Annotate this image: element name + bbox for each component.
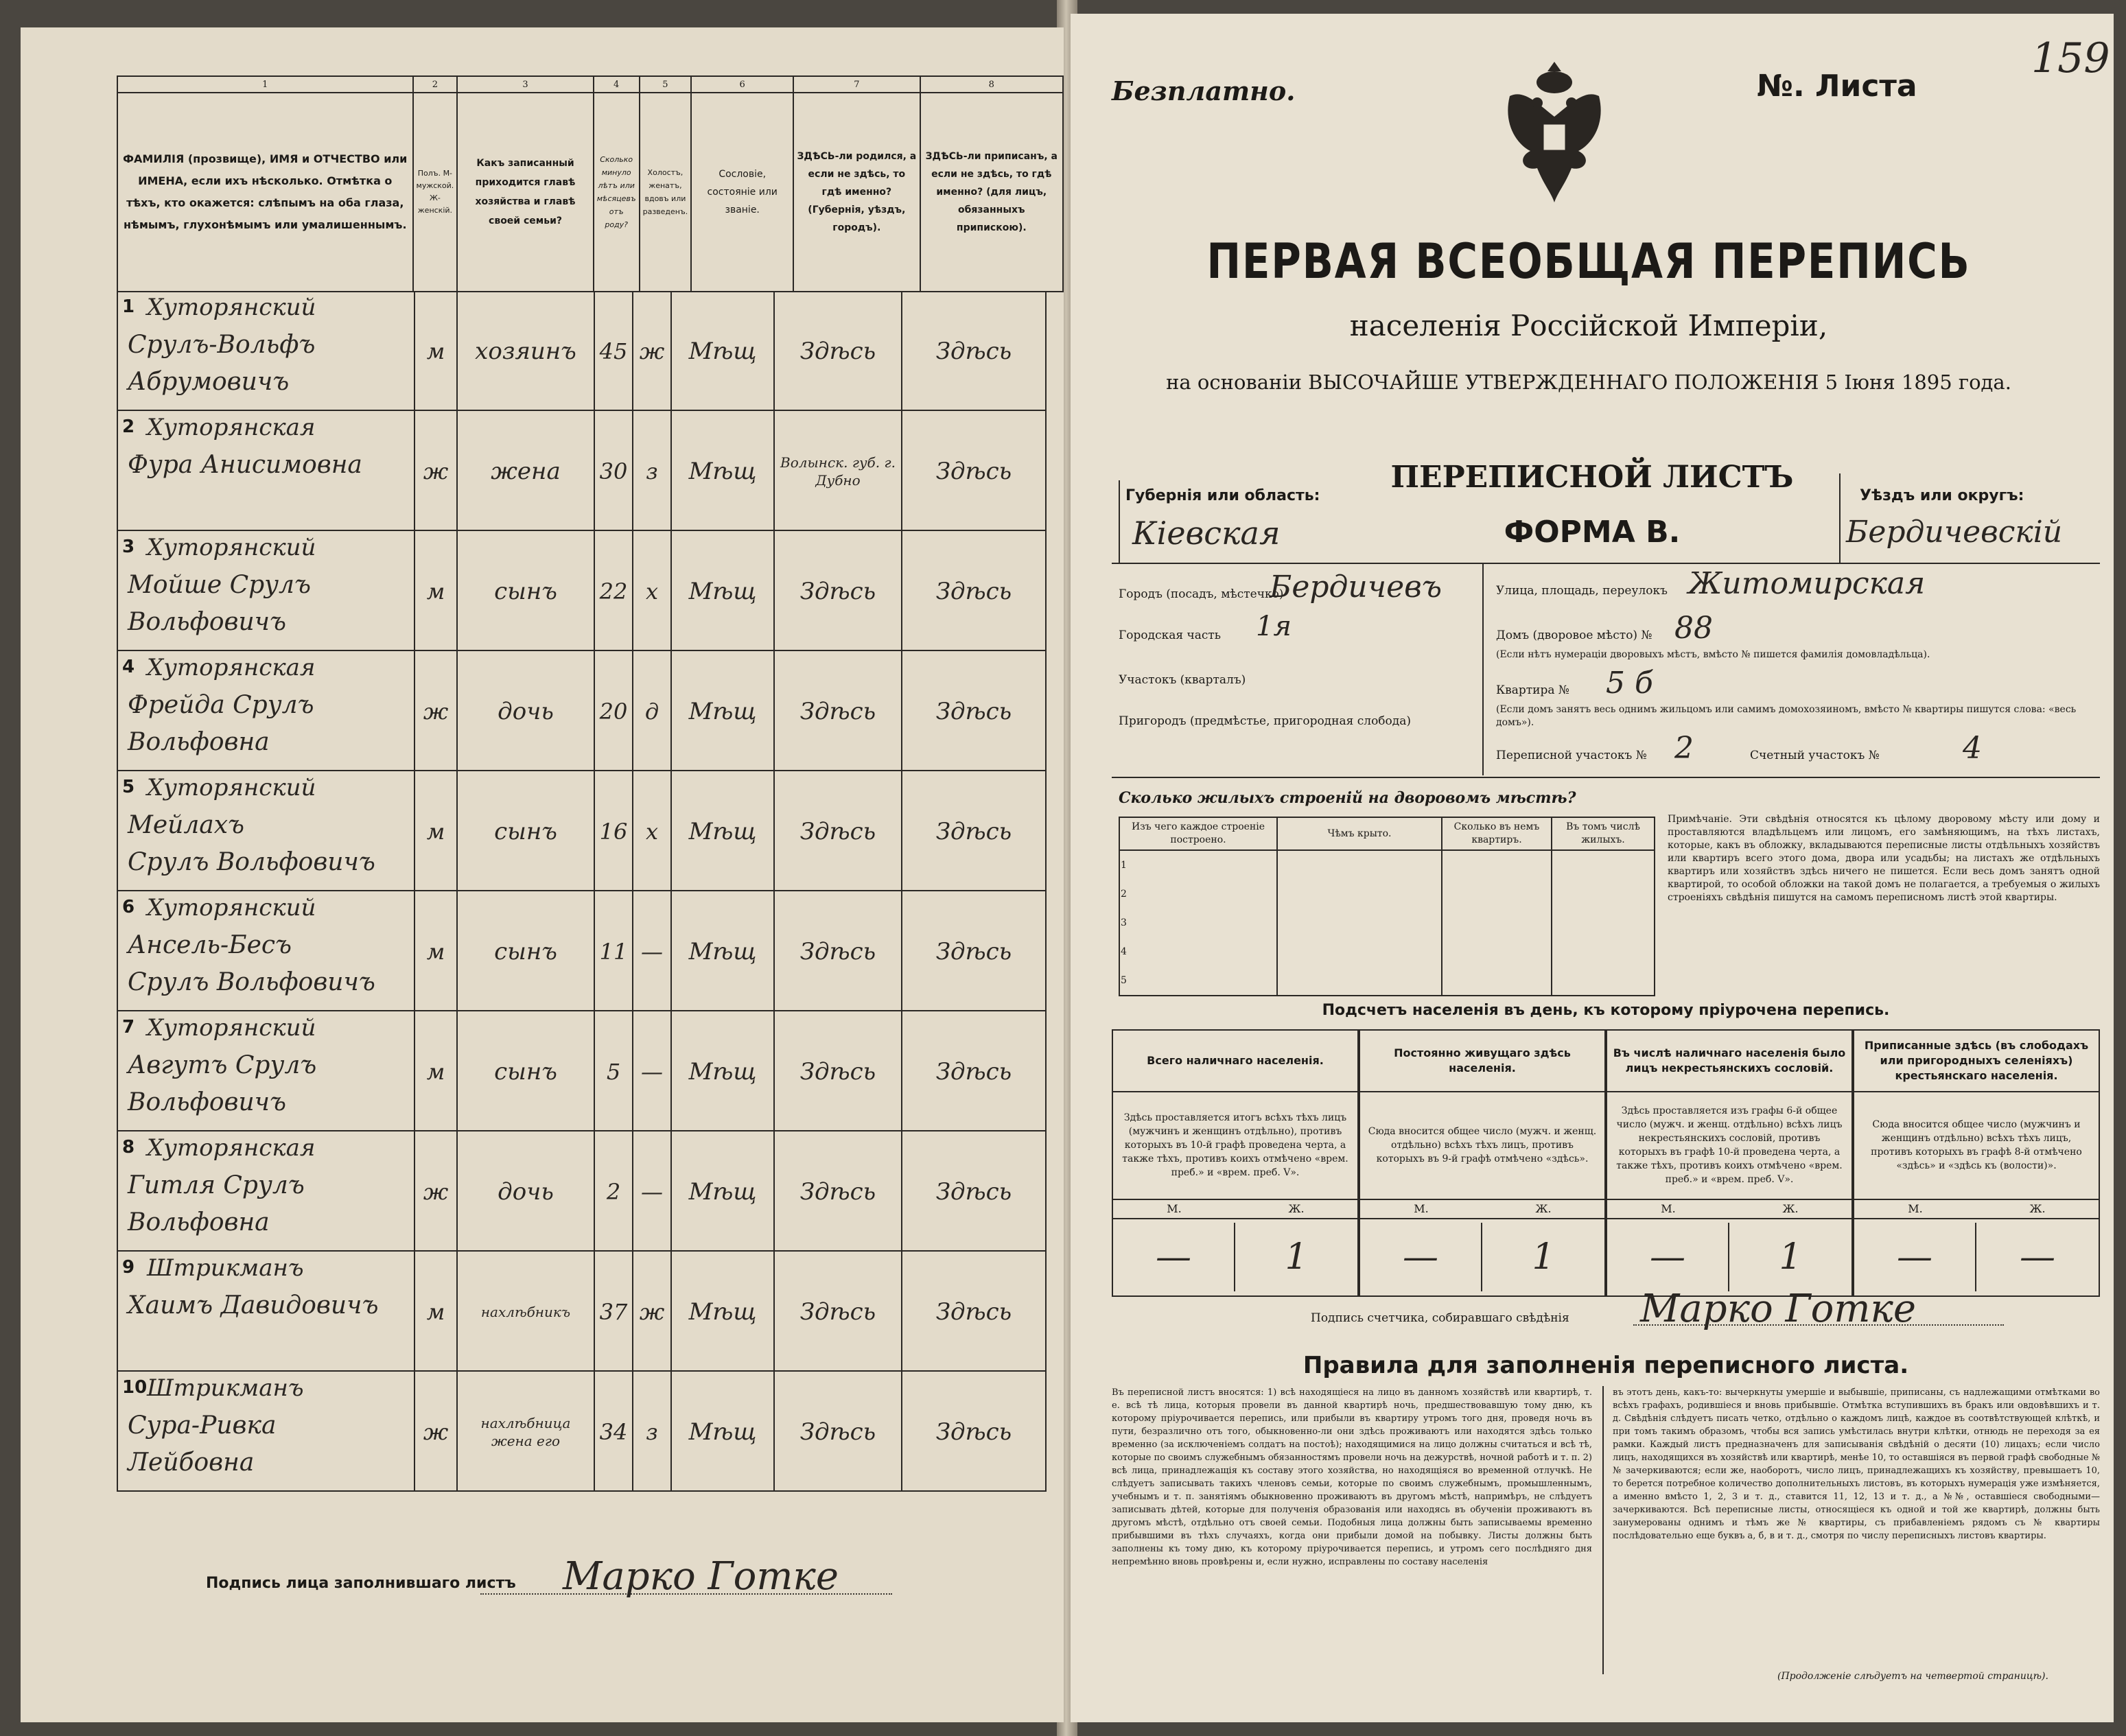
relation-cell: сынъ [458,1011,595,1131]
row-number: 6 [122,897,135,917]
name-line: Фрейда Срулъ [128,691,314,719]
count-column-header: Приписанные здѣсь (въ слободахъ или пригородныхъ селеніяхъ) крестьянскаго населенія. [1854,1031,2099,1092]
buildings-question: Сколько жилыхъ строеній на дворовомъ мѣстѣ? [1119,789,1576,807]
form-letter: ФОРМА В. [1504,515,1681,550]
sex-cell: м [415,771,458,891]
free-label: Безплатно. [1112,75,1296,106]
name-cell [117,1011,415,1131]
registration-cell: Здѣсь [902,1372,1047,1492]
name-line: Хуторянский [147,774,316,801]
marital-cell: — [633,1131,672,1252]
header-relation: Какъ записанный приходится главѣ хозяйства и главѣ своей семьи? [457,93,593,292]
name-line: Срулъ Вольфовичъ [128,968,375,996]
name-line: Хуторянский [147,534,316,561]
name-line: Ансель-Бесъ [128,931,292,959]
name-cell [117,411,415,531]
name-line: Сура-Ривка [128,1411,277,1440]
sex-cell: ж [415,1372,458,1492]
right-page [1071,14,2114,1722]
buildings-header-roof: Чѣмъ крыто. [1277,817,1442,850]
census-area-label: Переписной участокъ № [1496,749,1647,762]
col-num: 5 [640,76,692,93]
relation-cell: сынъ [458,771,595,891]
census-subtitle: населенія Россійской Имперіи, [1349,309,1828,342]
marital-cell: х [633,531,672,651]
marital-cell: д [633,651,672,771]
male-count: — [1113,1223,1235,1291]
header-age: Сколько минуло лѣтъ или мѣсяцевъ отъ роду? [594,93,640,292]
class-cell: Мѣщ [672,1252,775,1372]
female-count: 1 [1285,1236,1308,1278]
count-area-label: Счетный участокъ № [1750,749,1880,762]
row-number: 1 [122,296,135,317]
class-cell: Мѣщ [672,1011,775,1131]
marital-cell: — [633,891,672,1011]
class-cell: Мѣщ [672,651,775,771]
female-count: 1 [1779,1236,1802,1278]
count-column-header: Всего наличнаго населенія. [1113,1031,1357,1092]
name-cell [117,771,415,891]
header-birthplace: ЗДѢСЬ-ли родился, а если не здѣсь, то гдѣ именно? (Губернія, уѣздъ, городъ). [793,93,920,292]
buildings-row-num: 5 [1119,966,1277,996]
class-cell: Мѣщ [672,411,775,531]
marital-cell: х [633,771,672,891]
class-cell: Мѣщ [672,531,775,651]
header-sex: Полъ. М-мужской. Ж-женскій. [413,93,458,292]
uchastok-label: Участокъ (кварталъ) [1119,673,1246,687]
table-row [117,771,1047,891]
relation-cell: дочь [458,651,595,771]
census-basis: на основаніи ВЫСОЧАЙШЕ УТВЕРЖДЕННАГО ПОЛОЖЕНІЯ 5 Іюня 1895 года. [1166,371,2011,394]
registration-cell: Здѣсь [902,891,1047,1011]
name-line: Лейбовна [128,1448,255,1477]
header-registration: ЗДѢСЬ-ли приписанъ, а если не здѣсь, то гдѣ именно? (для лицъ, обязанныхъ припискою). [920,93,1063,292]
name-line: Хуторянская [147,654,316,681]
table-row [117,291,1047,411]
gubernia-label: Губернія или область: [1125,487,1320,504]
name-line: Хуторянский [147,894,316,922]
row-number: 10 [122,1377,148,1398]
count-column [1112,1029,1359,1297]
class-cell: Мѣщ [672,1372,775,1492]
head-signature: Марко Готке [563,1554,839,1599]
count-column-body: Здѣсь проставляется итогъ всѣхъ тѣхъ лицъ (мужчинъ и женщинъ отдѣльно), противъ которыхъ въ 10-й графѣ проведена черта, а также тѣхъ, противъ коихъ отмѣчено «врем. преб.» и «врем. преб. V». [1122,1112,1348,1178]
relation-cell: нахлѣбникъ [458,1252,595,1372]
birthplace-cell: Здѣсь [775,771,902,891]
buildings-note: Примѣчаніе. Эти свѣдѣнія относятся къ цѣлому дворовому мѣсту или дому и проставляются владѣльцемъ или лицомъ, его замѣняющимъ, на тѣхъ листахъ, которые, какъ въ обложку, вкладываются переписные листы отдѣльныхъ хозяйствъ или квартиръ всего этого дома, двора или усадьбы; на листахъ же отдѣльныхъ квартиръ или хозяйствъ здѣсь ничего не пишется. Если весь домъ занятъ одной квартирой, то особой обложки на такой домъ не полагается, а требуемыя о жилыхъ строеніяхъ свѣдѣнія пишутся на самомъ переписномъ листѣ этой квартиры. [1668,814,2100,903]
buildings-header-material: Изъ чего каждое строеніе построено. [1119,817,1277,850]
count-sex-header [1607,1199,1852,1219]
male-label: М. [1414,1202,1429,1215]
name-line: Хуторянская [147,414,316,441]
class-cell: Мѣщ [672,291,775,411]
male-label: М. [1167,1202,1182,1215]
col-num: 3 [457,76,593,93]
class-cell: Мѣщ [672,1131,775,1252]
sex-cell: м [415,1252,458,1372]
name-cell [117,891,415,1011]
col-num: 6 [691,76,793,93]
marital-cell: — [633,1011,672,1131]
registration-cell: Здѣсь [902,651,1047,771]
row-number: 5 [122,777,135,797]
male-count: — [1607,1223,1729,1291]
table-row [117,651,1047,771]
header-marital: Холостъ, женатъ, вдовъ или разведенъ. [640,93,692,292]
buildings-row-num: 3 [1119,908,1277,937]
name-line: Вольфовичъ [128,608,287,636]
buildings-header-residential: Въ томъ числѣ жилыхъ. [1552,817,1655,850]
registration-cell: Здѣсь [902,1131,1047,1252]
sex-cell: ж [415,1131,458,1252]
name-cell [117,531,415,651]
row-number: 3 [122,537,135,557]
birthplace-cell: Здѣсь [775,891,902,1011]
table-row [117,1131,1047,1252]
row-number: 4 [122,657,135,677]
age-cell: 45 [595,291,633,411]
name-line: Хуторянский [147,294,316,321]
census-title: ПЕРВАЯ ВСЕОБЩАЯ ПЕРЕПИСЬ [1206,233,1971,290]
city-label: Городъ (посадъ, мѣстечко) [1119,587,1284,601]
buildings-row-num: 1 [1119,850,1277,880]
form-title: ПЕРЕПИСНОЙ ЛИСТЪ [1390,460,1794,495]
name-line: Фура Анисимовна [128,451,362,479]
row-number: 2 [122,417,135,437]
buildings-table [1119,817,1655,996]
registration-cell: Здѣсь [902,531,1047,651]
table-row [117,891,1047,1011]
age-cell: 20 [595,651,633,771]
counter-signature: Марко Готке [1640,1287,1917,1331]
female-count: — [2020,1236,2055,1278]
relation-cell: сынъ [458,891,595,1011]
sex-cell: м [415,891,458,1011]
count-column-body: Здѣсь проставляется изъ графы 6-й общее число (мужч. и женщ. отдѣльно) всѣхъ лицъ некрестьянскихъ сословій, противъ которыхъ въ графѣ 10-й проведена черта, а также тѣхъ, противъ коихъ отмѣчено «врем. преб.» и «врем. преб. V». [1616,1105,1843,1185]
birthplace-cell: Волынск. губ. г. Дубно [775,411,902,531]
street-value: Житомирская [1688,566,1926,601]
count-column-header: Въ числѣ наличнаго населенія было лицъ некрестьянскихъ сословій. [1607,1031,1852,1092]
col-num: 7 [793,76,920,93]
name-line: Хуторянский [147,1014,316,1042]
house-value: 88 [1674,611,1713,646]
count-column [1853,1029,2100,1297]
population-count-table [1112,1029,2100,1297]
name-line: Вольфовичъ [128,1088,287,1116]
marital-cell: з [633,1372,672,1492]
female-count: 1 [1532,1236,1555,1278]
age-cell: 30 [595,411,633,531]
table-row [117,1372,1047,1492]
female-label: Ж. [1535,1202,1552,1215]
name-line: Абрумовичъ [128,368,290,396]
name-line: Срулъ-Вольфъ [128,331,316,359]
house-note: (Если нѣтъ нумераціи дворовыхъ мѣстъ, вмѣсто № пишется фамилія домовладѣльца). [1496,649,1930,660]
name-line: Вольфовна [128,728,270,756]
count-column [1606,1029,1853,1297]
sex-cell: м [415,291,458,411]
buildings-header-apartments: Сколько въ немъ квартиръ. [1442,817,1552,850]
name-line: Штрикманъ [147,1254,304,1282]
table-row [117,411,1047,531]
col-num: 1 [117,76,413,93]
age-cell: 5 [595,1011,633,1131]
registration-cell: Здѣсь [902,291,1047,411]
rules-divider [1602,1386,1604,1674]
column-numbers-row [117,76,1063,93]
name-line: Хуторянская [147,1134,316,1162]
relation-cell: жена [458,411,595,531]
age-cell: 22 [595,531,633,651]
count-sex-header [1113,1199,1357,1219]
header-class: Сословіе, состояніе или званіе. [691,93,793,292]
table-row [117,531,1047,651]
census-table [117,75,1064,292]
name-line: Мойше Срулъ [128,571,311,599]
count-area-value: 4 [1963,731,1982,766]
apartment-label: Квартира № [1496,683,1569,697]
name-line: Штрикманъ [147,1374,304,1402]
name-cell [117,1252,415,1372]
gubernia-value: Кіевская [1132,515,1281,552]
header-row [117,93,1063,292]
count-column-header: Постоянно живущаго здѣсь населенія. [1360,1031,1604,1092]
apartment-value: 5 б [1606,666,1653,701]
birthplace-cell: Здѣсь [775,1372,902,1492]
male-count: — [1854,1223,1976,1291]
count-title: Подсчетъ населенія въ день, къ которому пріурочена перепись. [1322,1002,1890,1019]
row-number: 9 [122,1257,135,1278]
col-num: 2 [413,76,458,93]
continued-note: (Продолженіе слѣдуетъ на четвертой страницѣ). [1777,1671,2048,1682]
name-line: Авгутъ Срулъ [128,1051,317,1079]
age-cell: 2 [595,1131,633,1252]
signature-label: Подпись лица заполнившаго листъ [206,1575,516,1592]
male-label: М. [1661,1202,1676,1215]
birthplace-cell: Здѣсь [775,1131,902,1252]
city-value: Бердичевъ [1270,570,1442,605]
name-line: Мейлахъ [128,811,245,839]
marital-cell: ж [633,291,672,411]
birthplace-cell: Здѣсь [775,1011,902,1131]
imperial-eagle-emblem [1496,55,1613,206]
sheet-number-label: №. Листа [1757,69,1917,104]
registration-cell: Здѣсь [902,1252,1047,1372]
row-number: 8 [122,1137,135,1158]
birthplace-cell: Здѣсь [775,651,902,771]
rules-text-left: Въ переписной листъ вносятся: 1) всѣ находящіеся на лицо въ данномъ хозяйствѣ или квартирѣ, т. е. всѣ тѣ лица, которыя провели въ данной квартирѣ ночь, предшествовавшую тому дню, къ которому пріурочивается перепись, или прибыли въ квартиру утромъ того дня, проведя ночь въ пути, безразлично отъ того, обыкновенно-ли они здѣсь проживаютъ или находятся здѣсь только временно (за исключеніемъ солдатъ на постоѣ); находящимися на лицо должны считаться и всѣ тѣ, которые по своимъ служебнымъ обязанностямъ провели ночь на дежурствѣ, ночной работѣ и т. п. 2) всѣ лица, принадлежащія къ составу этого хозяйства, но находящіяся во временной отлучкѣ. Не слѣдуетъ записывать такихъ членовъ семьи, которые по своимъ служебнымъ, промышленнымъ, учебнымъ и т. п. занятіямъ обыкновенно проживаютъ въ другомъ мѣстѣ, напримѣръ, не слѣдуетъ записывать дѣтей, которые для полученія образованія или находясь въ обученіи проживаютъ въ другомъ мѣстѣ, отдѣльно отъ своей семьи. Подобныя лица должны быть записываемы временно прибывшими въ тѣхъ случаяхъ, когда они прибыли домой на побывку. Листы должны быть заполнены къ тому дню, къ которому пріурочивается перепись, и утромъ сего послѣдняго дня непремѣнно вновь провѣрены и, если нужно, исправлены по составу населенія [1112,1387,1592,1567]
marital-cell: ж [633,1252,672,1372]
name-cell [117,1372,415,1492]
name-cell [117,291,415,411]
female-label: Ж. [1288,1202,1305,1215]
table-row [117,1252,1047,1372]
buildings-row-num: 4 [1119,937,1277,966]
rules-title: Правила для заполненія переписного листа. [1303,1352,1909,1379]
city-part-value: 1я [1256,611,1292,642]
count-column [1359,1029,1606,1297]
count-sex-header [1360,1199,1604,1219]
name-line: Гитля Срулъ [128,1171,305,1199]
marital-cell: з [633,411,672,531]
street-label: Улица, площадь, переулокъ [1496,584,1668,598]
name-line: Срулъ Вольфовичъ [128,848,375,876]
age-cell: 37 [595,1252,633,1372]
row-number: 7 [122,1017,135,1037]
address-divider [1482,563,1484,775]
birthplace-cell: Здѣсь [775,531,902,651]
counter-signature-label: Подпись счетчика, собиравшаго свѣдѣнія [1311,1311,1569,1325]
name-line: Хаимъ Давидовичъ [128,1291,379,1319]
count-sex-header [1854,1199,2099,1219]
female-label: Ж. [1782,1202,1799,1215]
birthplace-cell: Здѣсь [775,291,902,411]
city-part-label: Городская часть [1119,629,1222,642]
uezd-label: Уѣздъ или округъ: [1860,487,2024,504]
male-count: — [1360,1223,1482,1291]
relation-cell: сынъ [458,531,595,651]
apartment-note: (Если домъ занятъ весь однимъ жильцомъ или самимъ домохозяиномъ, вмѣсто № квартиры пишутся слова: «весь домъ»). [1496,704,2077,728]
relation-cell: нахлѣбница жена его [458,1372,595,1492]
age-cell: 34 [595,1372,633,1492]
class-cell: Мѣщ [672,771,775,891]
male-label: М. [1908,1202,1923,1215]
page-number: 159 [2031,34,2110,82]
registration-cell: Здѣсь [902,1011,1047,1131]
left-page [21,27,1064,1722]
header-name: ФАМИЛІЯ (прозвище), ИМЯ и ОТЧЕСТВО или ИМЕНА, если ихъ нѣсколько. Отмѣтка о тѣхъ, кто окажется: слѣпымъ на оба глаза, нѣмымъ, глухонѣмымъ или умалишеннымъ. [117,93,413,292]
sex-cell: м [415,531,458,651]
col-num: 4 [594,76,640,93]
sex-cell: ж [415,411,458,531]
census-area-value: 2 [1674,731,1694,766]
age-cell: 16 [595,771,633,891]
sex-cell: м [415,1011,458,1131]
name-line: Вольфовна [128,1208,270,1236]
rules-text-right: въ этотъ день, какъ-то: вычеркнуты умершіе и выбывшіе, приписаны, съ надлежащими отмѣтками во всѣхъ графахъ, родившіеся и вновь прибывшіе. Отмѣтка вступившихъ въ бракъ или овдовѣвшихъ и т. д. Свѣдѣнія слѣдуетъ писать четко, отдѣльно о каждомъ лицѣ, каждое въ соотвѣтствующей клѣткѣ, и при томъ такимъ образомъ, чтобы вся запись умѣстилась внутри клѣтки, отнюдь не переходя за ея рамки. Каждый листъ предназначенъ для записыванія свѣдѣній о десяти (10) лицахъ; если число лицъ, находящихся въ хозяйствѣ или квартирѣ, менѣе 10, то оставшіяся въ первой графѣ свободные №№ зачеркиваются; если же, наоборотъ, число лицъ, принадлежащихъ къ хозяйству, превышаетъ 10, то берется потребное количество дополнительныхъ листовъ, въ которыхъ нумерація уже измѣняется, а именно вмѣсто 1, 2, 3 и т. д., ставится 11, 12, 13 и т. д., а №№, оставшіеся свободными—зачеркиваются. Всѣ переписные листы, относящіеся къ одной и той же квартирѣ, должны быть занумерованы однимъ и тѣмъ же № квартиры, съ прибавленіемъ рядомъ съ № квартиры послѣдовательно еще буквъ а, б, в и т. д., смотря по числу переписныхъ листовъ квартиры. [1613,1387,2100,1541]
birthplace-cell: Здѣсь [775,1252,902,1372]
buildings-row-num: 2 [1119,880,1277,908]
house-label: Домъ (дворовое мѣсто) № [1496,629,1652,642]
count-column-body: Сюда вносится общее число (мужчинъ и женщинъ отдѣльно) всѣхъ тѣхъ лицъ, противъ которыхъ въ графѣ 8-й отмѣчено «здѣсь» и «здѣсь къ (волости)». [1871,1119,2082,1171]
registration-cell: Здѣсь [902,411,1047,531]
registration-cell: Здѣсь [902,771,1047,891]
class-cell: Мѣщ [672,891,775,1011]
table-row [117,1011,1047,1131]
sex-cell: ж [415,651,458,771]
female-label: Ж. [2029,1202,2046,1215]
relation-cell: дочь [458,1131,595,1252]
col-num: 8 [920,76,1063,93]
name-cell [117,651,415,771]
uezd-value: Бердичевскій [1846,515,2063,550]
age-cell: 11 [595,891,633,1011]
relation-cell: хозяинъ [458,291,595,411]
count-column-body: Сюда вносится общее число (мужч. и женщ. отдѣльно) всѣхъ тѣхъ лицъ, противъ которыхъ въ 9-й графѣ отмѣчено «здѣсь». [1368,1126,1597,1164]
name-cell [117,1131,415,1252]
prigorod-label: Пригородъ (предмѣстье, пригородная слобода) [1119,714,1412,728]
